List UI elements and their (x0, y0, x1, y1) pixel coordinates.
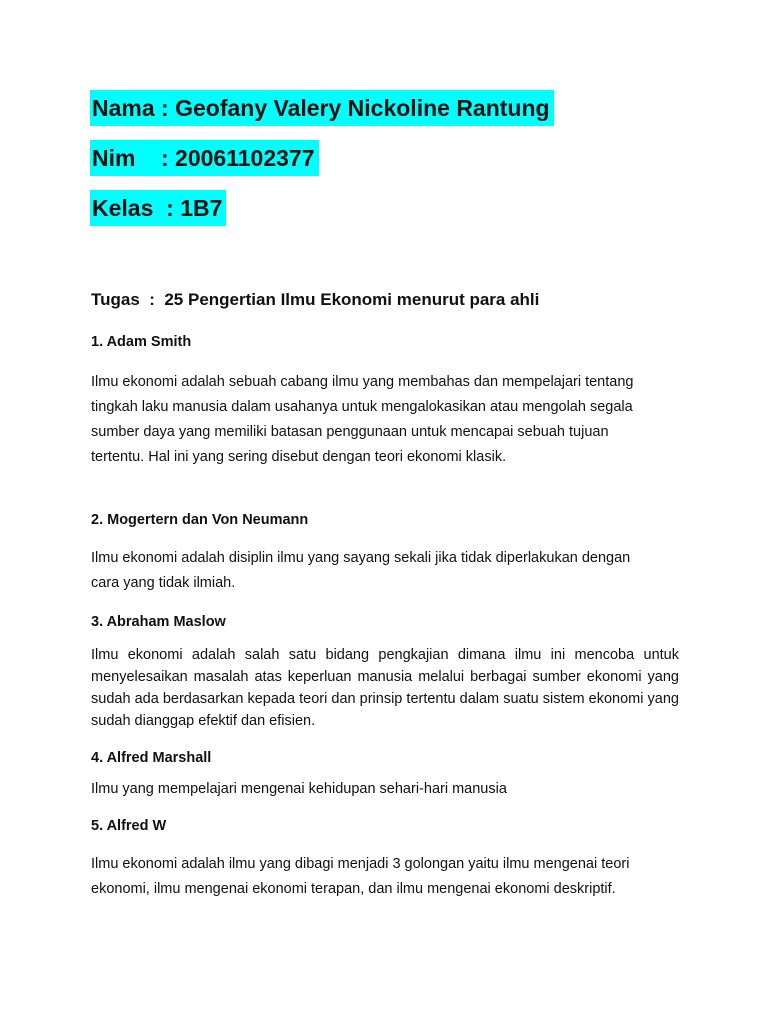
section-heading-1: 1. Adam Smith (91, 334, 192, 350)
student-nim: Nim : 20061102377 (90, 140, 319, 176)
section-text-3: Ilmu ekonomi adalah salah satu bidang pengkajian dimana ilmu ini mencoba untuk menyelesaikan masalah atas keperluan manusia melalui berbagai sumber ekonomi yang sudah ada berdasarkan kepada teori dan prinsip tertentu dalam suatu sistem ekonomi yang sudah dianggap efektif dan efisien. (91, 647, 679, 729)
section-heading-2: 2. Mogertern dan Von Neumann (91, 512, 309, 528)
section-text-4: Ilmu yang mempelajari mengenai kehidupan sehari-hari manusia (91, 781, 507, 797)
section-text-5: Ilmu ekonomi adalah ilmu yang dibagi menjadi 3 golongan yaitu ilmu mengenai teori ekonomi, ilmu mengenai ekonomi terapan, dan ilmu mengenai ekonomi deskriptif. (91, 856, 630, 897)
section-heading-3: 3. Abraham Maslow (91, 614, 226, 630)
section-heading-4: 4. Alfred Marshall (91, 750, 212, 766)
section-text-2: Ilmu ekonomi adalah disiplin ilmu yang sayang sekali jika tidak diperlakukan dengan cara yang tidak ilmiah. (91, 550, 631, 591)
student-name: Nama : Geofany Valery Nickoline Rantung (90, 90, 554, 126)
section-heading-5: 5. Alfred W (91, 818, 167, 834)
section-text-1: Ilmu ekonomi adalah sebuah cabang ilmu yang membahas dan mempelajari tentang tingkah laku manusia dalam usahanya untuk mengalokasikan atau mengolah segala sumber daya yang memiliki batasan penggunaan untuk mencapai sebuah tujuan tertentu. Hal ini yang sering disebut dengan teori ekonomi klasik. (91, 374, 634, 465)
task-title: Tugas : 25 Pengertian Ilmu Ekonomi menurut para ahli (91, 290, 540, 309)
student-class: Kelas : 1B7 (90, 190, 226, 226)
